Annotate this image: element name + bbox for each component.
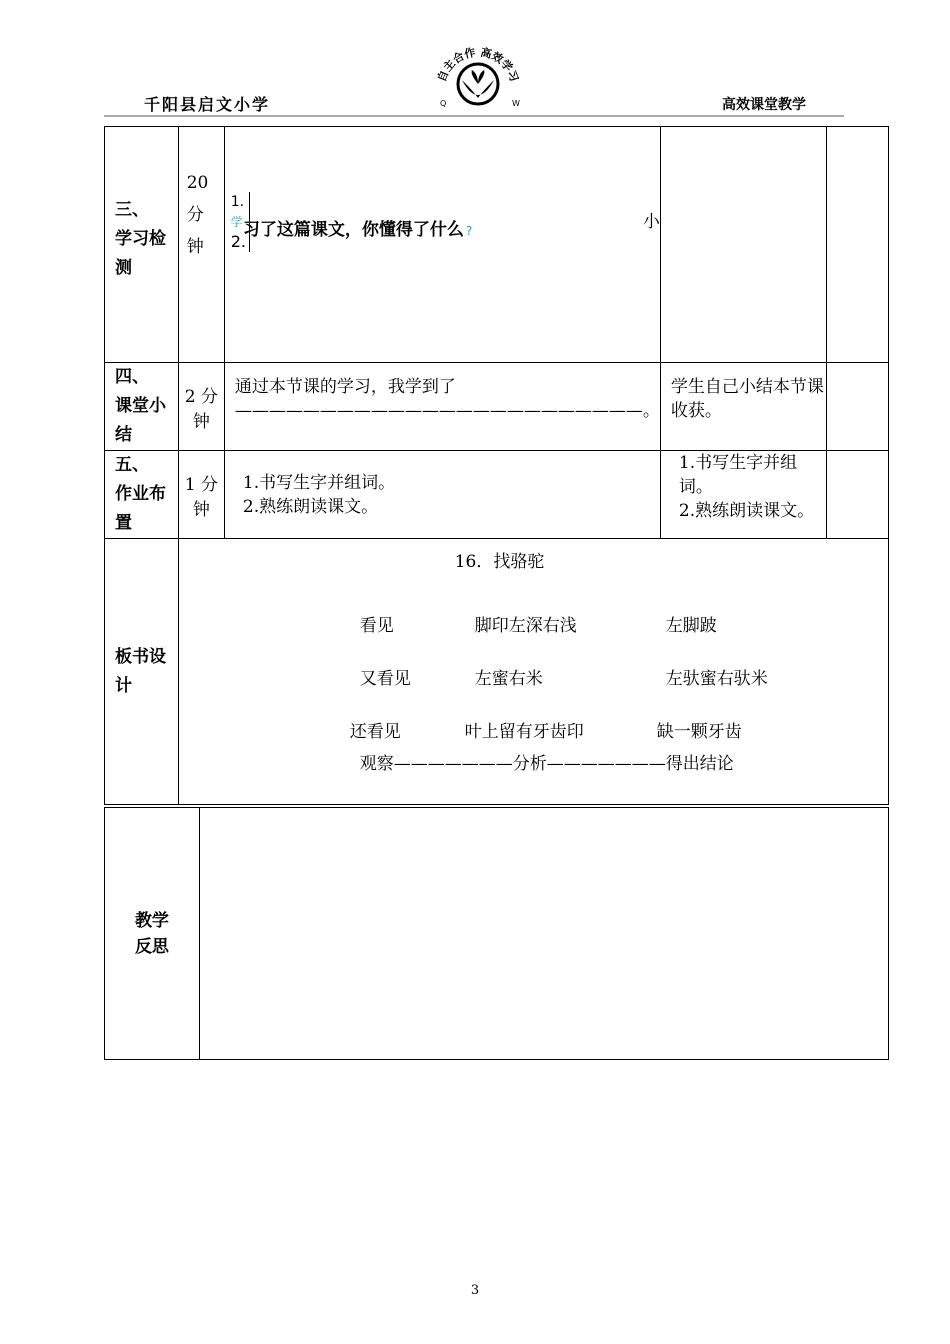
time-line: 钟	[186, 237, 204, 257]
content-cell: 通过本节课的学习，我学到了————————————————————————。	[224, 363, 660, 451]
board-item: 脚印左深右浅	[474, 616, 577, 636]
question-mark: ?	[465, 224, 473, 238]
school-logo-icon	[420, 40, 536, 114]
table-row	[105, 451, 889, 539]
student-cell: 学生自己小结本节课收获。	[660, 363, 826, 451]
board-item: 又看见	[359, 669, 411, 689]
table-row	[105, 808, 889, 1060]
school-name: 千阳县启文小学	[144, 95, 271, 114]
reflection-label-line: 教学	[134, 910, 169, 931]
board-item: 看见	[359, 616, 394, 636]
stage-number: 四、	[115, 367, 149, 387]
list-marker: 1.	[230, 194, 245, 210]
board-label: 板书设计	[105, 539, 179, 805]
stage-number: 三、	[115, 200, 149, 220]
homework-item: 2.熟练朗读课文。	[242, 496, 379, 517]
question-text: 习了这篇课文，你懂得了什么	[242, 220, 464, 240]
board-title: 16．找骆驼	[454, 552, 545, 572]
content-cell	[224, 451, 660, 539]
note-cell	[826, 451, 888, 539]
header-divider	[104, 115, 844, 117]
board-flow: 观察———————分析———————得出结论	[359, 754, 734, 774]
time-cell: 1 分钟	[178, 451, 224, 539]
board-content	[178, 539, 888, 805]
board-item: 缺一颗牙齿	[656, 722, 742, 742]
homework-item: 2.熟练朗读课文。	[678, 501, 815, 521]
student-cell	[660, 127, 826, 363]
logo-left-letter: Q	[440, 99, 447, 108]
side-char: 小	[642, 212, 660, 232]
stage-name: 课堂小结	[115, 396, 166, 445]
table-row	[105, 127, 889, 363]
time-line: 分	[186, 205, 204, 225]
note-cell	[826, 127, 888, 363]
stage-name: 学习检测	[115, 229, 166, 278]
board-item: 叶上留有牙齿印	[464, 722, 584, 742]
board-item: 左驮蜜右驮米	[665, 669, 768, 689]
stage-cell	[105, 363, 179, 451]
student-cell	[660, 451, 826, 539]
list-marker: 2.	[230, 232, 246, 251]
board-item: 左脚跛	[665, 616, 717, 636]
table-row	[105, 363, 889, 451]
time-cell: 2 分钟	[178, 363, 224, 451]
reflection-label-line: 反思	[134, 936, 169, 957]
content-cell	[224, 127, 660, 363]
stage-cell	[105, 127, 179, 363]
header-tagline: 高效课堂教学	[722, 97, 806, 113]
logo-right-letter: W	[512, 99, 520, 108]
stage-name: 作业布置	[115, 484, 166, 533]
homework-item: 1.书写生字并组词。	[242, 472, 396, 493]
stage-number: 五、	[115, 455, 149, 475]
reflection-label	[105, 808, 200, 1060]
homework-item: 1.书写生字并组词。	[678, 453, 798, 497]
stage-cell	[105, 451, 179, 539]
table-row	[105, 539, 889, 805]
time-cell	[178, 127, 246, 363]
lesson-table	[104, 126, 889, 805]
note-cell	[826, 363, 888, 451]
list-marker: 学	[230, 215, 243, 229]
reflection-content	[199, 808, 888, 1060]
reflection-table	[104, 807, 889, 1060]
logo-arc-text: 自主合作 高效学习	[435, 45, 521, 84]
board-item: 左蜜右米	[474, 669, 543, 689]
board-item: 还看见	[349, 722, 401, 742]
page-number: 3	[470, 1283, 480, 1298]
time-line: 20	[186, 173, 209, 193]
